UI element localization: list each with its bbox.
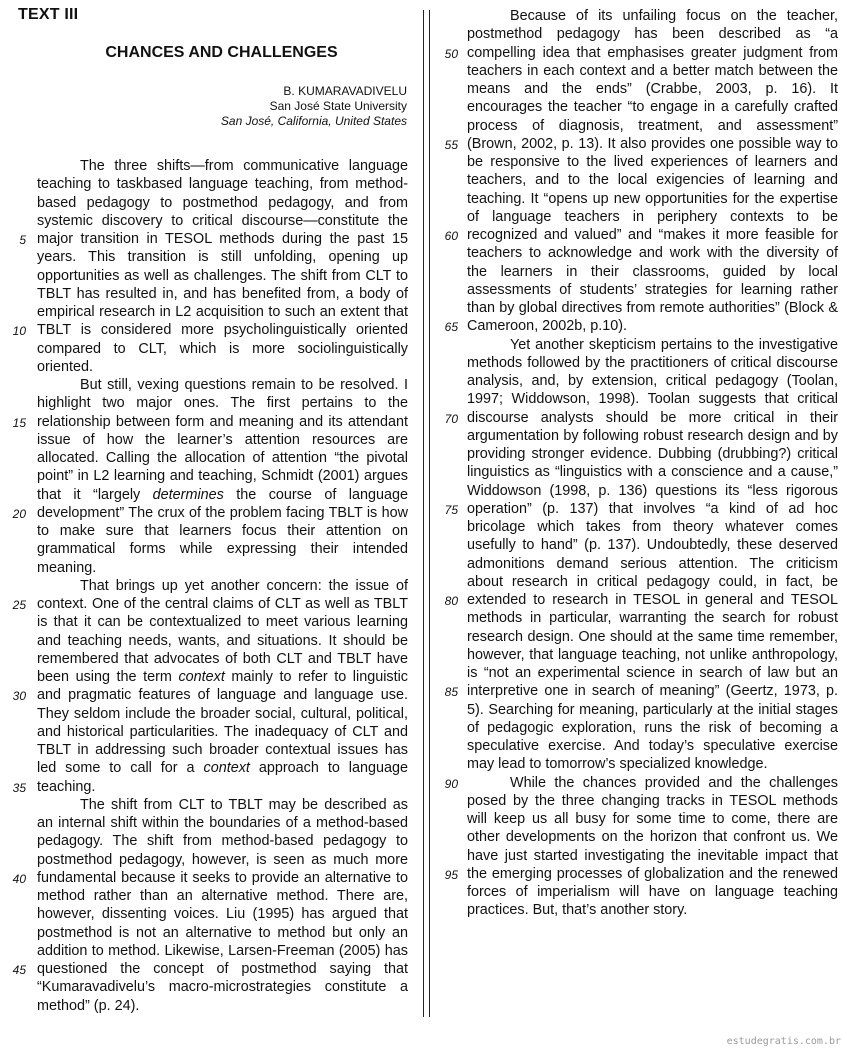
paragraph	[37, 157, 408, 376]
italic-term: context	[178, 669, 225, 685]
paragraph	[37, 796, 408, 1015]
article-title: CHANCES AND CHALLENGES	[105, 44, 338, 61]
line-number: 55	[444, 137, 458, 152]
paragraph-text: Because of its unfailing focus on the teacher, postmethod pedagogy has been described as “a compelling idea that emphasises greater judgment from teachers in each context and a better match between the means and the ends” (Crabbe, 2003, p. 16). It encourages the teacher “to engage in a carefully crafted process of diagnosis, treatment, and assessment” (Brown, 2002, p. 13). It also provides one possible way to be responsive to the lived experiences of learners and teachers, and to the local exigencies of learning and teaching. It “opens up new opportunities for the expertise of language teachers in periphery contexts to be recognized and valued” and “makes it more feasible for teachers to acknowledge and work with the diversity of the learners in their classrooms, guided by local assessments of students’ strategies for learning rather than by global directives from remote authorities” (Block & Cameroon, 2002b, p.10).	[467, 8, 838, 335]
line-number: 70	[444, 411, 458, 426]
section-label: TEXT III	[18, 6, 79, 23]
line-number: 30	[12, 689, 26, 704]
paragraph	[37, 376, 408, 577]
author-affiliation: San José State University	[269, 99, 407, 113]
line-number: 90	[444, 776, 458, 791]
line-number: 40	[12, 871, 26, 886]
paragraph-text: While the chances provided and the challenges posed by the three changing tracks in TESOL methods will keep us all busy for some time to come, there are other developments on the horizon that confront us. We have just started investigating the inevitable impact that the emerging processes of globalization and the renewed forces of imperialism will have on language teaching practices. But, that’s another story.	[467, 774, 838, 919]
author-byline	[221, 84, 407, 129]
italic-term: context	[203, 760, 250, 777]
line-number: 75	[444, 502, 458, 517]
line-number: 25	[12, 598, 26, 612]
line-number: 60	[444, 229, 458, 243]
line-number: 10	[12, 324, 26, 339]
paragraph	[37, 577, 408, 796]
left-text-column	[37, 157, 408, 1015]
author-location: San José, California, United States	[220, 114, 407, 128]
paragraph-text: mainly to refer to linguistic and pragmatic features of language and language use. They seldom include the broader social, cultural, political, and historical particularities. The inadequacy of CLT and TBLT in addressing such broader contextual issues has led some to call for a	[37, 669, 408, 777]
column-divider	[423, 10, 424, 1017]
line-number: 35	[12, 780, 26, 795]
line-number: 95	[444, 867, 458, 882]
paragraph-text: Yet another skepticism pertains to the investigative methods followed by the practitioners of critical discourse analysis, and, by extension, critical pedagogy (Toolan, 1997; Widdowson, 1998). Toolan suggests that critical discourse analysts should be more critical in their argumentation by following robust research design and by providing stronger evidence. Dubbing (drubbing?) critical linguistics as “linguistics with a conscience and a cause,” Widdowson (1998, p. 136) questions its “less rigorous operation” (p. 137) that involves “a kind of ad hoc bricolage which takes from theory whatever comes usefully to hand” (p. 137). Undoubtedly, these deserved admonitions demand serious attention. The criticism about research in critical pedagogy could, in fact, be extended to research in TESOL in general and TESOL methods in particular, warranting the search for robust research design. One should at the same time remember, however, that language teaching, not unlike anthropology, is “not an experimental science in search of law but an interpretive one in search of meaning” (Geertz, 1973, p. 5). Searching for meaning, particularly at the initial stages of pedagogic exploration, runs the risk of becoming a speculative exercise. And today’s speculative exercise may lead to tomorrow’s specialized knowledge.	[467, 336, 838, 773]
line-number: 80	[444, 594, 458, 608]
paragraph	[467, 336, 838, 774]
line-number: 85	[444, 685, 458, 700]
site-watermark: estudegratis.com.br	[726, 1036, 841, 1047]
paragraph-text: the course of language development” The crux of the problem facing TBLT is how to make sure that learners focus their attention on grammatical forms while expressing their intended meaning.	[37, 486, 408, 576]
line-number: 20	[12, 506, 26, 521]
paragraph-text: The three shifts—from communicative language teaching to taskbased language teaching, from method-based pedagogy to postmethod pedagogy, and from systemic discovery to critical discourse—constitute the major transition in TESOL methods during the past 15 years. This transition is still unfolding, opening up opportunities as well as challenges. The shift from CLT to TBLT has resulted in, and has benefited from, a body of empirical research in L2 acquisition to such an extent that TBLT is considered more psycholinguistically oriented compared to CLT, which is more sociolinguistically oriented.	[37, 158, 408, 375]
paragraph	[467, 7, 838, 336]
italic-term: determines	[152, 486, 224, 503]
right-text-column	[467, 7, 838, 920]
line-number: 65	[444, 320, 458, 335]
line-number: 5	[19, 233, 26, 247]
line-number: 15	[12, 415, 26, 430]
paragraph-text: approach to language teaching.	[37, 760, 408, 795]
paragraph-text: But still, vexing questions remain to be resolved. I highlight two major ones. The first pertains to the relationship between form and meaning and its attendant issue of how the learner’s attention resources are allocated. Calling the allocation of attention “the pivotal point” in L2 learning and teaching, Schmidt (2001) argues that it “largely	[37, 377, 408, 503]
paragraph	[467, 774, 838, 920]
paragraph-text: The shift from CLT to TBLT may be described as an internal shift within the boundaries of a method-based pedagogy. The shift from method-based pedagogy to postmethod pedagogy, however, is seen as much more fundamental because it seeks to provide an alternative to method rather than an alternative method. There are, however, dissenting voices. Liu (1995) has argued that postmethod is not an alternative to method but only an addition to method. Likewise, Larsen-Freeman (2005) has questioned the concept of postmethod saying that “Kumaravadivelu’s macro-microstrategies constitute a method” (p. 24).	[37, 796, 408, 1014]
author-name: B. KUMARAVADIVELU	[283, 84, 407, 98]
line-number: 50	[444, 46, 458, 61]
line-number: 45	[12, 963, 26, 977]
paragraph-text: That brings up yet another concern: the issue of context. One of the central claims of CLT as well as TBLT is that it can be contextualized to meet various learning and teaching needs, wants, and situations. It should be remembered that advocates of both CLT and TBLT have been using the term	[37, 577, 408, 685]
